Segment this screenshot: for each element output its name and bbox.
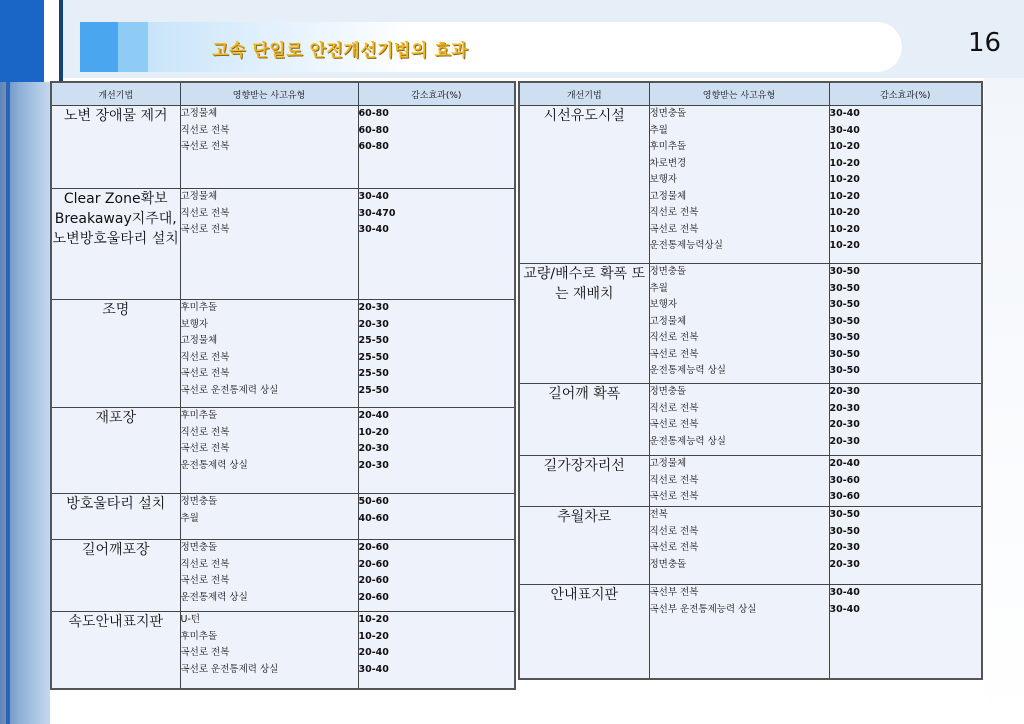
reduction-effect-value: 30-50 — [829, 365, 860, 376]
reduction-effect-value: 30-40 — [358, 663, 389, 675]
accident-type: 직선로 전복 — [649, 402, 699, 414]
reduction-effect-value: 30-40 — [829, 108, 860, 119]
accident-type: 정면충돌 — [180, 542, 218, 553]
accident-type-cell — [649, 456, 829, 507]
table-row — [519, 456, 982, 507]
accident-type: 추월 — [649, 282, 668, 294]
reduction-effect-value: 20-60 — [358, 542, 389, 553]
method-cell: 길어깨 확폭 — [519, 384, 649, 456]
accident-type-cell — [649, 507, 829, 585]
reduction-effect-value: 20-30 — [829, 558, 860, 570]
reduction-effect-value: 20-30 — [829, 435, 860, 447]
method-cell: 조명 — [51, 300, 180, 408]
method-cell: 재포장 — [51, 408, 180, 494]
left-decor-gap — [44, 0, 50, 82]
reduction-effect-value: 10-20 — [829, 157, 860, 169]
accident-type: 운전통제력 상실 — [180, 459, 248, 471]
accident-type: 정면충돌 — [180, 496, 218, 507]
reduction-effect-value: 20-30 — [358, 302, 389, 313]
accident-type: 직선로 전복 — [649, 332, 699, 343]
reduction-effect-value: 30-50 — [829, 266, 860, 277]
title-accent-square-light — [118, 22, 148, 72]
reduction-effect-cell — [829, 264, 982, 384]
accident-type: 직선로 전복 — [649, 474, 699, 486]
table-row — [51, 408, 515, 494]
reduction-effect-value: 20-40 — [358, 647, 389, 658]
left-divider-line — [6, 82, 10, 724]
accident-type: 운전통제능력 상실 — [649, 435, 726, 447]
reduction-effect-value: 30-50 — [829, 348, 860, 360]
accident-type-cell — [649, 264, 829, 384]
accident-type: 보행자 — [180, 318, 209, 330]
reduction-effect-value: 50-60 — [358, 496, 389, 507]
reduction-effect-value: 25-50 — [358, 384, 389, 396]
reduction-effect-value: 30-40 — [829, 587, 860, 598]
reduction-effect-value: 20-30 — [829, 402, 860, 414]
reduction-effect-value: 60-80 — [358, 108, 389, 119]
accident-type: 운전통제력 상실 — [180, 591, 248, 603]
reduction-effect-cell — [829, 384, 982, 456]
accident-type: 직선로 전복 — [180, 124, 230, 136]
reduction-effect-cell — [829, 456, 982, 507]
accident-type: 곡선로 전복 — [649, 419, 699, 430]
method-cell: Clear Zone확보Breakaway지주대, 노변방호울타리 설치 — [51, 189, 180, 300]
accident-type: 곡선로 전복 — [649, 542, 699, 553]
reduction-effect-cell — [829, 585, 982, 679]
reduction-effect-cell — [358, 612, 515, 689]
reduction-effect-value: 20-40 — [358, 410, 389, 421]
reduction-effect-value: 10-20 — [829, 240, 860, 251]
accident-type-cell — [180, 540, 358, 612]
reduction-effect-cell — [829, 106, 982, 264]
reduction-effect-value: 30-40 — [358, 224, 389, 235]
method-cell: 방호울타리 설치 — [51, 494, 180, 540]
reduction-effect-value: 25-50 — [358, 368, 389, 379]
accident-type-cell — [649, 384, 829, 456]
accident-type: 차로변경 — [649, 157, 687, 169]
accident-type: 정면충돌 — [649, 386, 687, 397]
accident-type: 전복 — [649, 509, 668, 520]
reduction-effect-cell — [358, 494, 515, 540]
reduction-effect-value: 30-60 — [829, 474, 860, 486]
table-row — [519, 106, 982, 264]
table-row — [519, 264, 982, 384]
reduction-effect-value: 20-40 — [829, 458, 860, 469]
reduction-effect-value: 20-60 — [358, 591, 389, 603]
reduction-effect-value: 30-40 — [829, 603, 860, 615]
accident-type: 추월 — [649, 124, 668, 136]
accident-type: 곡선로 전복 — [180, 647, 230, 658]
accident-type-cell — [180, 189, 358, 300]
table-row — [51, 189, 515, 300]
reduction-effect-value: 10-20 — [829, 223, 860, 235]
table-row — [519, 384, 982, 456]
accident-type-cell — [180, 408, 358, 494]
table-row — [519, 507, 982, 585]
reduction-effect-cell — [358, 300, 515, 408]
reduction-effect-value: 20-30 — [358, 318, 389, 330]
accident-type-cell — [180, 494, 358, 540]
header-divider-line — [59, 0, 63, 85]
accident-type: 직선로 전복 — [180, 207, 230, 219]
accident-type: 추월 — [180, 512, 199, 524]
accident-type-cell — [180, 612, 358, 689]
accident-type: 정면충돌 — [649, 558, 687, 570]
left-decor-dark-block — [0, 0, 44, 82]
accident-type: 고정물체 — [180, 335, 218, 346]
accident-type: 후미추돌 — [180, 302, 218, 313]
reduction-effect-value: 20-30 — [358, 443, 389, 454]
method-cell: 길가장자리선 — [519, 456, 649, 507]
accident-type: 고정물체 — [649, 190, 687, 202]
page-number: 16 — [968, 28, 1002, 58]
accident-type: U-턴 — [180, 614, 201, 625]
reduction-effect-value: 60-80 — [358, 141, 389, 152]
accident-type: 곡선로 운전통제력 상실 — [180, 384, 279, 396]
reduction-effect-value: 20-60 — [358, 575, 389, 586]
accident-type: 보행자 — [649, 299, 678, 310]
accident-type: 곡선부 전복 — [649, 587, 699, 598]
accident-type: 고정물체 — [649, 458, 687, 469]
reduction-effect-value: 30-50 — [829, 525, 860, 537]
title-accent-square — [80, 22, 118, 72]
page-title: 고속 단일로 안전개선기법의 효과 — [212, 41, 469, 61]
method-cell: 시선유도시설 — [519, 106, 649, 264]
table-row — [51, 300, 515, 408]
right-effects-table — [518, 81, 983, 680]
accident-type: 곡선로 전복 — [180, 224, 230, 235]
accident-type: 후미추돌 — [180, 410, 218, 421]
left-effects-table — [50, 81, 516, 690]
accident-type-cell — [649, 585, 829, 679]
method-cell: 속도안내표지판 — [51, 612, 180, 689]
accident-type: 후미추돌 — [649, 141, 687, 152]
accident-type: 곡선로 전복 — [180, 368, 230, 379]
header-accident-type: 영향받는 사고유형 — [649, 82, 829, 106]
header-accident-type: 영향받는 사고유형 — [180, 82, 358, 106]
accident-type: 직선로 전복 — [180, 426, 230, 438]
accident-type: 운전통제능력 상실 — [649, 365, 726, 376]
accident-type: 직선로 전복 — [649, 207, 699, 218]
reduction-effect-value: 10-20 — [358, 426, 389, 438]
method-cell: 교량/배수로 확폭 또는 재배치 — [519, 264, 649, 384]
reduction-effect-value: 25-50 — [358, 351, 389, 363]
header-reduction-effect: 감소효과(%) — [358, 82, 515, 106]
accident-type: 후미추돌 — [180, 630, 218, 642]
reduction-effect-value: 30-60 — [829, 491, 860, 502]
reduction-effect-value: 30-50 — [829, 315, 860, 327]
table-row — [51, 612, 515, 689]
reduction-effect-value: 20-30 — [358, 459, 389, 471]
reduction-effect-value: 10-20 — [829, 141, 860, 152]
accident-type: 운전통제능력상실 — [649, 240, 723, 251]
reduction-effect-value: 20-30 — [829, 419, 860, 430]
reduction-effect-value: 30-470 — [358, 207, 396, 219]
accident-type: 직선로 전복 — [649, 525, 699, 537]
reduction-effect-value: 30-50 — [829, 282, 860, 294]
reduction-effect-cell — [358, 106, 515, 189]
accident-type: 곡선로 전복 — [649, 223, 699, 235]
accident-type: 직선로 전복 — [180, 558, 230, 570]
reduction-effect-value: 25-50 — [358, 335, 389, 346]
reduction-effect-value: 20-30 — [829, 542, 860, 553]
reduction-effect-value: 30-40 — [358, 191, 389, 202]
accident-type: 직선로 전복 — [180, 351, 230, 363]
reduction-effect-cell — [358, 540, 515, 612]
table-row — [51, 494, 515, 540]
table-row — [519, 585, 982, 679]
accident-type: 정면충돌 — [649, 108, 687, 119]
table-row — [51, 540, 515, 612]
method-cell: 길어깨포장 — [51, 540, 180, 612]
accident-type: 곡선로 전복 — [649, 348, 699, 360]
accident-type: 정면충돌 — [649, 266, 687, 277]
method-cell: 안내표지판 — [519, 585, 649, 679]
accident-type: 곡선로 전복 — [180, 141, 230, 152]
header-reduction-effect: 감소효과(%) — [829, 82, 982, 106]
accident-type: 곡선로 운전통제력 상실 — [180, 663, 279, 675]
reduction-effect-value: 20-30 — [829, 386, 860, 397]
header-method: 개선기법 — [519, 82, 649, 106]
reduction-effect-value: 10-20 — [829, 190, 860, 202]
accident-type: 곡선로 전복 — [649, 491, 699, 502]
reduction-effect-value: 40-60 — [358, 512, 389, 524]
right-decor-strip — [984, 78, 1024, 724]
table-row — [51, 106, 515, 189]
accident-type-cell — [180, 106, 358, 189]
reduction-effect-cell — [829, 507, 982, 585]
accident-type-cell — [180, 300, 358, 408]
header-method: 개선기법 — [51, 82, 180, 106]
accident-type: 고정물체 — [180, 108, 218, 119]
reduction-effect-value: 60-80 — [358, 124, 389, 136]
method-cell: 추월차로 — [519, 507, 649, 585]
accident-type: 고정물체 — [180, 191, 218, 202]
method-cell: 노변 장애물 제거 — [51, 106, 180, 189]
reduction-effect-value: 10-20 — [829, 174, 860, 185]
reduction-effect-cell — [358, 189, 515, 300]
accident-type: 고정물체 — [649, 315, 687, 327]
reduction-effect-value: 10-20 — [829, 207, 860, 218]
reduction-effect-value: 30-50 — [829, 332, 860, 343]
reduction-effect-value: 20-60 — [358, 558, 389, 570]
accident-type: 곡선로 전복 — [180, 575, 230, 586]
reduction-effect-value: 30-40 — [829, 124, 860, 136]
accident-type: 곡선부 운전통제능력 상실 — [649, 603, 757, 615]
accident-type-cell — [649, 106, 829, 264]
reduction-effect-value: 10-20 — [358, 614, 389, 625]
reduction-effect-cell — [358, 408, 515, 494]
reduction-effect-value: 30-50 — [829, 299, 860, 310]
accident-type: 보행자 — [649, 174, 678, 185]
reduction-effect-value: 30-50 — [829, 509, 860, 520]
accident-type: 곡선로 전복 — [180, 443, 230, 454]
reduction-effect-value: 10-20 — [358, 630, 389, 642]
